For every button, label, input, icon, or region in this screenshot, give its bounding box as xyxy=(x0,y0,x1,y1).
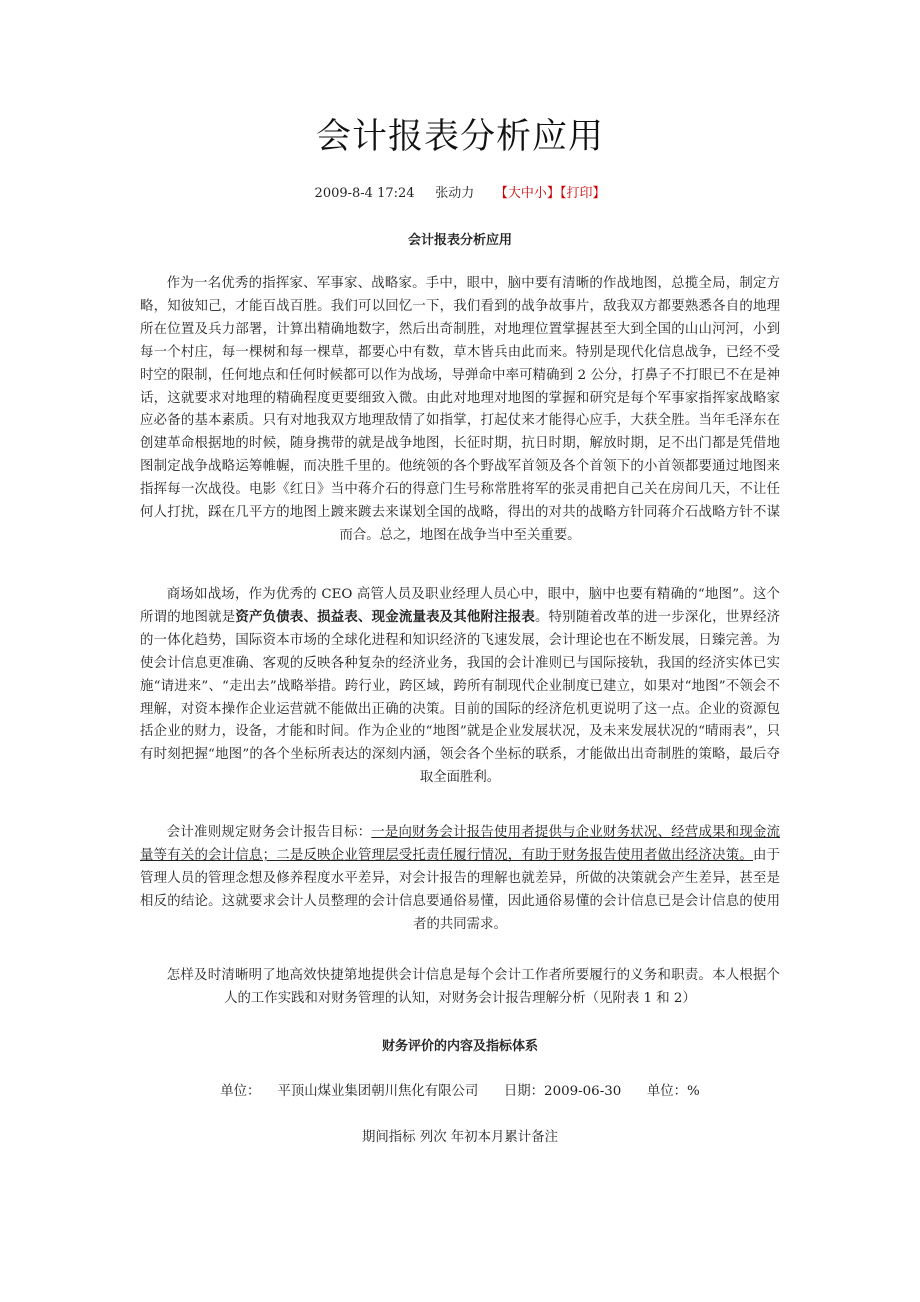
report-unit-line xyxy=(140,1082,780,1102)
unit-label: 单位： xyxy=(220,1084,261,1099)
paragraph-1: 作为一名优秀的指挥家、军事家、战略家。手中，眼中，脑中要有清晰的作战地图，总揽全局，制定方略，知彼知己，才能百战百胜。我们可以回忆一下，我们看到的战争故事片，敌我双方都要熟悉各自的地理所在位置及兵力部署，计算出精确地数字，然后出奇制胜，对地理位置掌握甚至大到全国的山山河河，小到每一个村庄，每一棵树和每一棵草，都要心中有数，草木皆兵由此而来。特别是现代化信息战争，已经不受时空的限制，任何地点和任何时候都可以作为战场，导弹命中率可精确到 2 公分，打鼻子不打眼已不在是神话，这就要求对地理的精确程度更要细致入微。由此对地理对地图的掌握和研究是每个军事家指挥家战略家应必备的基本素质。只有对地我双方地理敌情了如指掌，打起仗来才能得心应手，大获全胜。当年毛泽东在创建革命根据地的时候，随身携带的就是战争地图，长征时期，抗日时期，解放时期，足不出门都是凭借地图制定战争战略运筹帷幄，而决胜千里的。他统领的各个野战军首领及各个首领下的小首领都要通过地图来指挥每一次战役。电影《红日》当中蒋介石的得意门生号称常胜将军的张灵甫把自己关在房间几天，不让任何人打扰，踩在几平方的地图上踱来踱去来谋划全国的战略，得出的对共的战略方针同蒋介石战略方针不谋而合。总之，地图在战争当中至关重要。 xyxy=(140,276,780,543)
paragraph-2 xyxy=(140,584,780,790)
paragraph-2-text-b: 。特别随着改革的进一步深化，世界经济的一体化趋势，国际资本市场的全球化进程和知识经济的飞速发展，会计理论也在不断发展，日臻完善。为使会计信息更准确、客观的反映各种复杂的经济业务，我国的会计准则已与国际接轨，我国的经济实体已实施“请进来”、“走出去”战略举措。跨行业，跨区域，跨所有制现代企业制度已建立，如果对“地图”不领会不理解，对资本操作企业运营就不能做出正确的决策。目前的国际的经济危机更说明了这一点。企业的资源包括企业的财力，设备，才能和时间。作为企业的“地图”就是企业发展状况，及未来发展状况的“晴雨表”，只有时刻把握“地图”的各个坐标所表达的深刻内涵，领会各个坐标的联系，才能做出出奇制胜的策略，最后夺取全面胜利。 xyxy=(140,609,781,786)
paragraph-3-underlined-goals: 一是向财务会计报告使用者提供与企业财务状况、经营成果和现金流量等有关的会计信息；二是反映企业管理层受托责任履行情况，有助于财务报告使用者做出经济决策。 xyxy=(140,825,781,863)
print-link[interactable]: 【打印】 xyxy=(559,186,606,201)
paragraph-3 xyxy=(140,822,780,937)
page-title: 会计报表分析应用 xyxy=(315,117,604,157)
article-subtitle: 会计报表分析应用 xyxy=(407,233,512,248)
paragraph-2-bold-reports: 资产负债表、损益表、现金流量表及其他附注报表 xyxy=(235,609,536,625)
section-heading: 财务评价的内容及指标体系 xyxy=(381,1039,538,1054)
unit-percent: 单位：% xyxy=(646,1084,700,1099)
company-name: 平顶山煤业集团朝川焦化有限公司 xyxy=(277,1084,479,1099)
report-date: 日期：2009-06-30 xyxy=(503,1084,622,1099)
paragraph-4: 怎样及时清晰明了地高效快捷第地提供会计信息是每个会计工作者所要履行的义务和职责。本人根据个人的工作实践和对财务管理的认知，对财务会计报告理解分析（见附表 1 和 2） xyxy=(166,968,780,1006)
publish-datetime: 2009-8-4 17:24 xyxy=(314,186,415,201)
paragraph-2-text-a: 商场如战场，作为优秀的 CEO 高管人员及职业经理人员心中，眼中，脑中也要有精确的“地图”。这个所谓的地图就是 xyxy=(140,587,780,625)
paragraph-3-text-b: 由于管理人员的管理念想及修养程度水平差异，对会计报告的理解也就差异，所做的决策就会产生差异，甚至是相反的结论。这就要求会计人员整理的会计信息要通俗易懂，因此通俗易懂的会计信息已是会计信息的使用者的共同需求。 xyxy=(140,847,780,932)
font-size-link[interactable]: 【大中小】 xyxy=(494,186,560,201)
paragraph-3-text-a: 会计准则规定财务会计报告目标： xyxy=(166,825,372,840)
table-column-headers: 期间指标 列次 年初本月累计备注 xyxy=(362,1130,558,1145)
article-meta xyxy=(140,184,780,204)
author-name: 张动力 xyxy=(435,186,475,201)
